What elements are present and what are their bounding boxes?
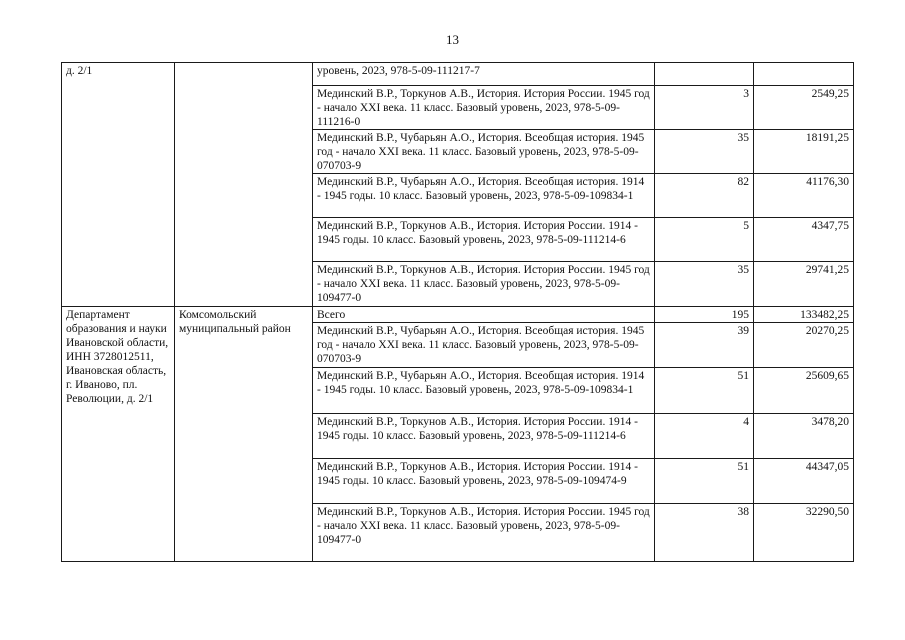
sum-cell: 20270,25: [754, 323, 854, 368]
sum-cell: 3478,20: [754, 414, 854, 459]
book-title-cell: Мединский В.Р., Чубарьян А.О., История. Всеобщая история. 1945 год - начало XXI века. 11 класс. Базовый уровень, 2023, 978-5-09-070703-9: [313, 130, 655, 174]
quantity-cell: 39: [655, 323, 754, 368]
quantity-cell: 51: [655, 368, 754, 414]
quantity-cell: 35: [655, 262, 754, 307]
sum-cell: 18191,25: [754, 130, 854, 174]
total-label-cell: Всего: [313, 307, 655, 323]
sum-cell: 41176,30: [754, 174, 854, 218]
table-row: [62, 307, 854, 323]
quantity-cell: 38: [655, 504, 754, 562]
book-title-cell: Мединский В.Р., Торкунов А.В., История. История России. 1914 - 1945 годы. 10 класс. Базовый уровень, 2023, 978-5-09-109474-9: [313, 459, 655, 504]
page-number: 13: [446, 32, 459, 47]
quantity-cell: [655, 63, 754, 86]
book-title-cell: Мединский В.Р., Торкунов А.В., История. История России. 1945 год - начало XXI века. 11 класс. Базовый уровень, 2023, 978-5-09-109477-0: [313, 504, 655, 562]
sum-cell: 32290,50: [754, 504, 854, 562]
sum-cell: 29741,25: [754, 262, 854, 307]
sum-cell: 2549,25: [754, 86, 854, 130]
sum-cell: 44347,05: [754, 459, 854, 504]
quantity-cell: 4: [655, 414, 754, 459]
book-title-cell: Мединский В.Р., Торкунов А.В., История. История России. 1914 - 1945 годы. 10 класс. Базовый уровень, 2023, 978-5-09-111214-6: [313, 218, 655, 262]
quantity-cell: 5: [655, 218, 754, 262]
book-title-cell: Мединский В.Р., Чубарьян А.О., История. Всеобщая история. 1945 год - начало XXI века. 11 класс. Базовый уровень, 2023, 978-5-09-070703-9: [313, 323, 655, 368]
book-title-cell: Мединский В.Р., Чубарьян А.О., История. Всеобщая история. 1914 - 1945 годы. 10 класс. Базовый уровень, 2023, 978-5-09-109834-1: [313, 174, 655, 218]
district-cell: [175, 63, 313, 307]
table-row: [62, 63, 854, 86]
quantity-cell: 3: [655, 86, 754, 130]
quantity-cell: 35: [655, 130, 754, 174]
organization-cell: д. 2/1: [62, 63, 175, 307]
quantity-cell: 82: [655, 174, 754, 218]
quantity-cell: 51: [655, 459, 754, 504]
book-title-cell: Мединский В.Р., Чубарьян А.О., История. Всеобщая история. 1914 - 1945 годы. 10 класс. Базовый уровень, 2023, 978-5-09-109834-1: [313, 368, 655, 414]
sum-cell: 4347,75: [754, 218, 854, 262]
book-title-cell: Мединский В.Р., Торкунов А.В., История. История России. 1945 год - начало XXI века. 11 класс. Базовый уровень, 2023, 978-5-09-109477-0: [313, 262, 655, 307]
district-cell: Комсомольский муниципальный район: [175, 307, 313, 562]
book-title-cell: Мединский В.Р., Торкунов А.В., История. История России. 1945 год - начало XXI века. 11 класс. Базовый уровень, 2023, 978-5-09-111216-0: [313, 86, 655, 130]
sum-cell: 133482,25: [754, 307, 854, 323]
textbook-distribution-table: [61, 62, 854, 562]
sum-cell: 25609,65: [754, 368, 854, 414]
organization-cell: Департамент образования и науки Ивановской области, ИНН 3728012511, Ивановская область, г. Иваново, пл. Революции, д. 2/1: [62, 307, 175, 562]
book-title-cell: уровень, 2023, 978-5-09-111217-7: [313, 63, 655, 86]
book-title-cell: Мединский В.Р., Торкунов А.В., История. История России. 1914 - 1945 годы. 10 класс. Базовый уровень, 2023, 978-5-09-111214-6: [313, 414, 655, 459]
quantity-cell: 195: [655, 307, 754, 323]
sum-cell: [754, 63, 854, 86]
